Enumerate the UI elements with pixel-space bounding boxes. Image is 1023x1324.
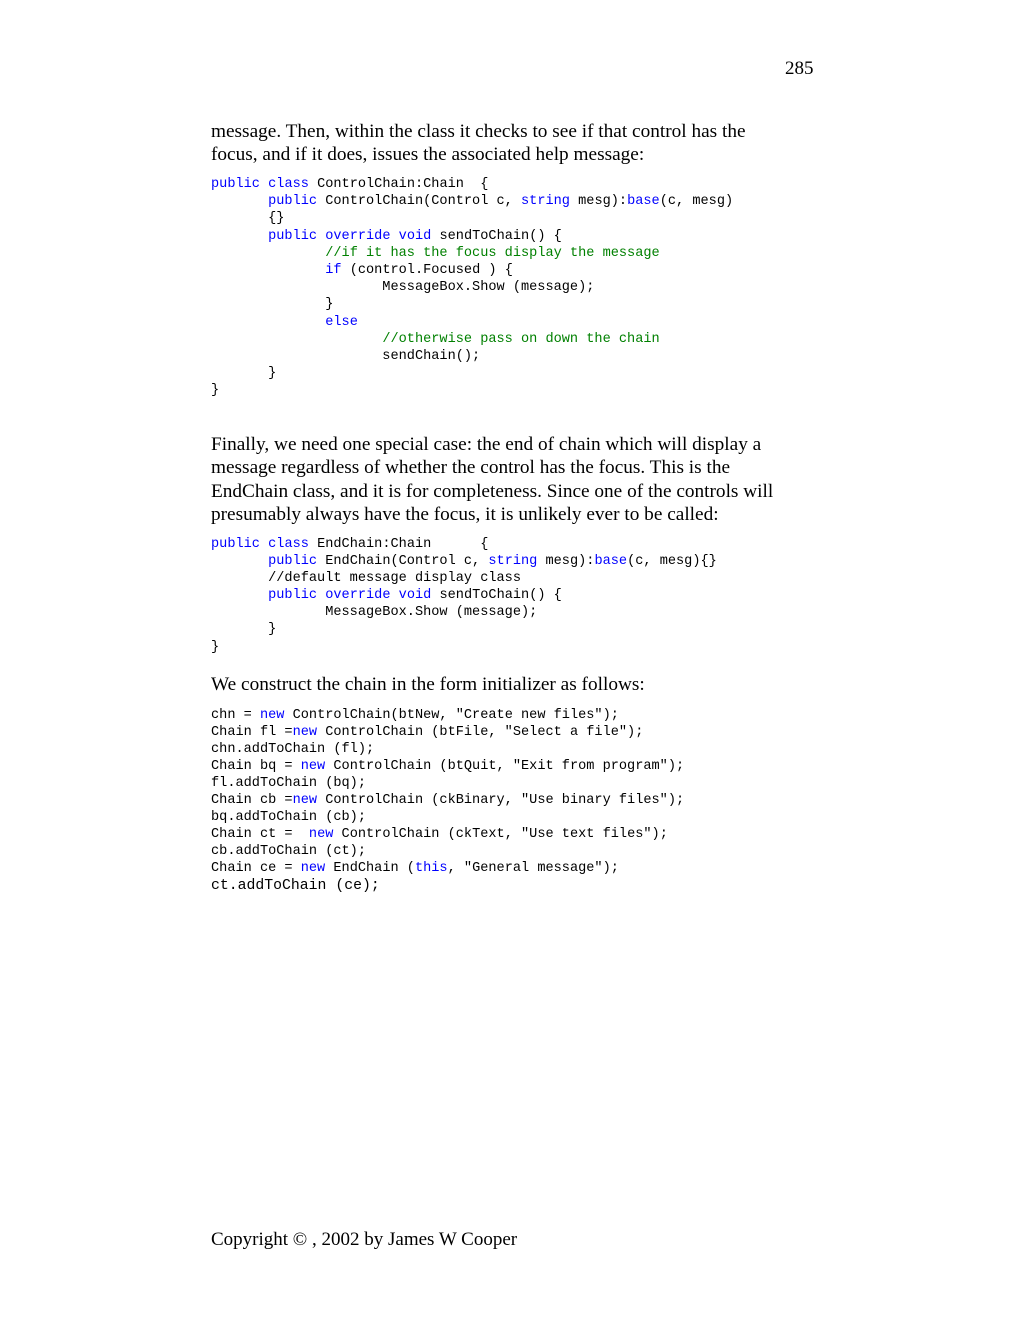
code-line — [211, 809, 811, 826]
code-text: Chain ct = — [211, 827, 309, 842]
code-line — [211, 724, 811, 741]
code-line — [211, 228, 811, 245]
code-keyword: void — [398, 228, 432, 244]
code-keyword: string — [488, 554, 538, 570]
code-keyword: class — [268, 177, 309, 192]
code-line — [211, 639, 811, 656]
code-text: } — [211, 366, 277, 382]
paragraph-intro — [211, 120, 811, 167]
code-line — [211, 707, 811, 724]
code-line — [211, 245, 811, 262]
code-line — [211, 741, 811, 758]
code-line — [211, 587, 811, 604]
code-text: } — [211, 297, 334, 313]
code-text — [211, 194, 268, 209]
code-line — [211, 331, 811, 348]
code-keyword: else — [325, 314, 358, 330]
code-text — [211, 263, 325, 278]
code-line — [211, 604, 811, 621]
code-line — [211, 314, 811, 331]
code-text: ControlChain (btFile, "Select a file"); — [317, 725, 644, 740]
code-text — [260, 177, 268, 192]
code-text: MessageBox.Show (message); — [211, 605, 538, 621]
code-text: Chain fl = — [211, 725, 293, 740]
code-text — [211, 246, 325, 261]
code-text: Chain cb = — [211, 793, 293, 808]
code-keyword: public — [211, 537, 260, 552]
code-text: ControlChain(btNew, "Create new files"); — [284, 708, 619, 723]
code-text: bq.addToChain (cb); — [211, 810, 366, 825]
code-text: sendChain(); — [211, 349, 481, 365]
code-block-construct-chain — [211, 707, 811, 896]
paragraph-construct — [211, 673, 811, 696]
code-keyword: public — [268, 228, 318, 244]
code-text — [211, 554, 268, 569]
code-block-controlchain — [211, 176, 811, 400]
code-text: sendToChain() { — [431, 588, 562, 604]
code-keyword: this — [414, 861, 448, 876]
code-keyword: new — [292, 793, 318, 808]
code-text: ct.addToChain (ce); — [211, 878, 380, 894]
code-keyword: new — [308, 827, 334, 842]
code-keyword: public — [211, 177, 260, 192]
code-text: chn = — [211, 708, 260, 723]
code-line — [211, 210, 811, 227]
code-text: EndChain ( — [325, 861, 415, 876]
code-text — [317, 229, 325, 244]
code-text: } — [211, 622, 277, 638]
code-text: EndChain:Chain { — [308, 537, 489, 552]
code-text — [211, 332, 382, 347]
code-keyword: if — [325, 263, 342, 279]
code-keyword: base — [594, 554, 628, 570]
code-keyword: override — [325, 228, 391, 244]
code-keyword: override — [325, 588, 391, 604]
code-text: mesg): — [537, 554, 595, 570]
paragraph-line: focus, and if it does, issues the associated help message: — [211, 144, 645, 166]
code-keyword: public — [268, 554, 318, 570]
code-line — [211, 176, 811, 193]
code-keyword: base — [627, 194, 660, 210]
code-keyword: new — [259, 708, 285, 723]
code-keyword: public — [268, 194, 318, 210]
code-comment: //if it has the focus display the message — [325, 245, 660, 261]
code-text — [391, 588, 399, 603]
code-text — [391, 229, 399, 244]
code-line — [211, 365, 811, 382]
code-line — [211, 553, 811, 570]
copyright-footer: Copyright © , 2002 by James W Cooper — [211, 1229, 518, 1250]
code-keyword: new — [292, 725, 318, 740]
code-text: cb.addToChain (ct); — [211, 844, 366, 859]
paragraph-line: We construct the chain in the form initializer as follows: — [211, 674, 645, 695]
code-line — [211, 826, 811, 843]
code-text: ControlChain (btQuit, "Exit from program"); — [325, 759, 685, 774]
code-text: Chain ce = — [211, 861, 301, 876]
code-line — [211, 860, 811, 877]
code-comment: //otherwise pass on down the chain — [382, 331, 660, 347]
code-text: MessageBox.Show (message); — [211, 280, 595, 296]
code-text: //default message display class — [211, 571, 521, 587]
code-line — [211, 843, 811, 860]
code-text: ControlChain (ckText, "Use text files"); — [333, 827, 668, 842]
paragraph-endchain — [211, 433, 811, 526]
code-text: ControlChain (ckBinary, "Use binary files"); — [317, 793, 685, 808]
code-text — [211, 588, 268, 603]
code-text: ControlChain(Control c, — [317, 194, 522, 210]
code-text: (c, mesg) — [659, 194, 734, 210]
code-keyword: class — [268, 537, 309, 552]
code-keyword: string — [521, 194, 570, 210]
code-text: mesg): — [569, 194, 628, 210]
code-text: } — [211, 639, 220, 655]
code-line — [211, 382, 811, 399]
code-text: fl.addToChain (bq); — [211, 776, 366, 791]
code-keyword: new — [300, 759, 326, 774]
code-text: {} — [211, 211, 285, 227]
code-block-endchain — [211, 536, 811, 656]
code-text: (control.Focused ) { — [341, 263, 513, 279]
code-text — [260, 537, 268, 552]
code-line — [211, 570, 811, 587]
code-text: EndChain(Control c, — [317, 554, 489, 570]
code-line — [211, 348, 811, 365]
paragraph-line: EndChain class, and it is for completeness. Since one of the controls will — [211, 480, 774, 502]
code-line — [211, 279, 811, 296]
code-text: , "General message"); — [447, 861, 619, 876]
code-line — [211, 877, 811, 896]
code-line — [211, 536, 811, 553]
code-text: Chain bq = — [211, 759, 301, 774]
code-line — [211, 262, 811, 279]
code-line — [211, 296, 811, 313]
code-text: (c, mesg){} — [627, 554, 717, 570]
code-text: ControlChain:Chain { — [308, 177, 489, 192]
paragraph-line: Finally, we need one special case: the end of chain which will display a — [211, 434, 762, 455]
page-number: 285 — [785, 58, 814, 79]
code-text: sendToChain() { — [431, 228, 562, 244]
code-text — [211, 315, 325, 330]
code-line — [211, 758, 811, 775]
code-keyword: public — [268, 588, 318, 604]
code-keyword: new — [300, 861, 326, 876]
code-text: } — [211, 383, 220, 399]
code-keyword: void — [398, 588, 432, 604]
paragraph-line: message regardless of whether the control has the focus. This is the — [211, 457, 731, 479]
paragraph-line: presumably always have the focus, it is unlikely ever to be called: — [211, 503, 719, 525]
code-line — [211, 775, 811, 792]
code-text — [317, 588, 325, 603]
code-line — [211, 621, 811, 638]
code-text: chn.addToChain (fl); — [211, 742, 375, 757]
code-line — [211, 792, 811, 809]
code-text — [211, 229, 268, 244]
code-line — [211, 193, 811, 210]
paragraph-line: message. Then, within the class it checks to see if that control has the — [211, 121, 746, 142]
